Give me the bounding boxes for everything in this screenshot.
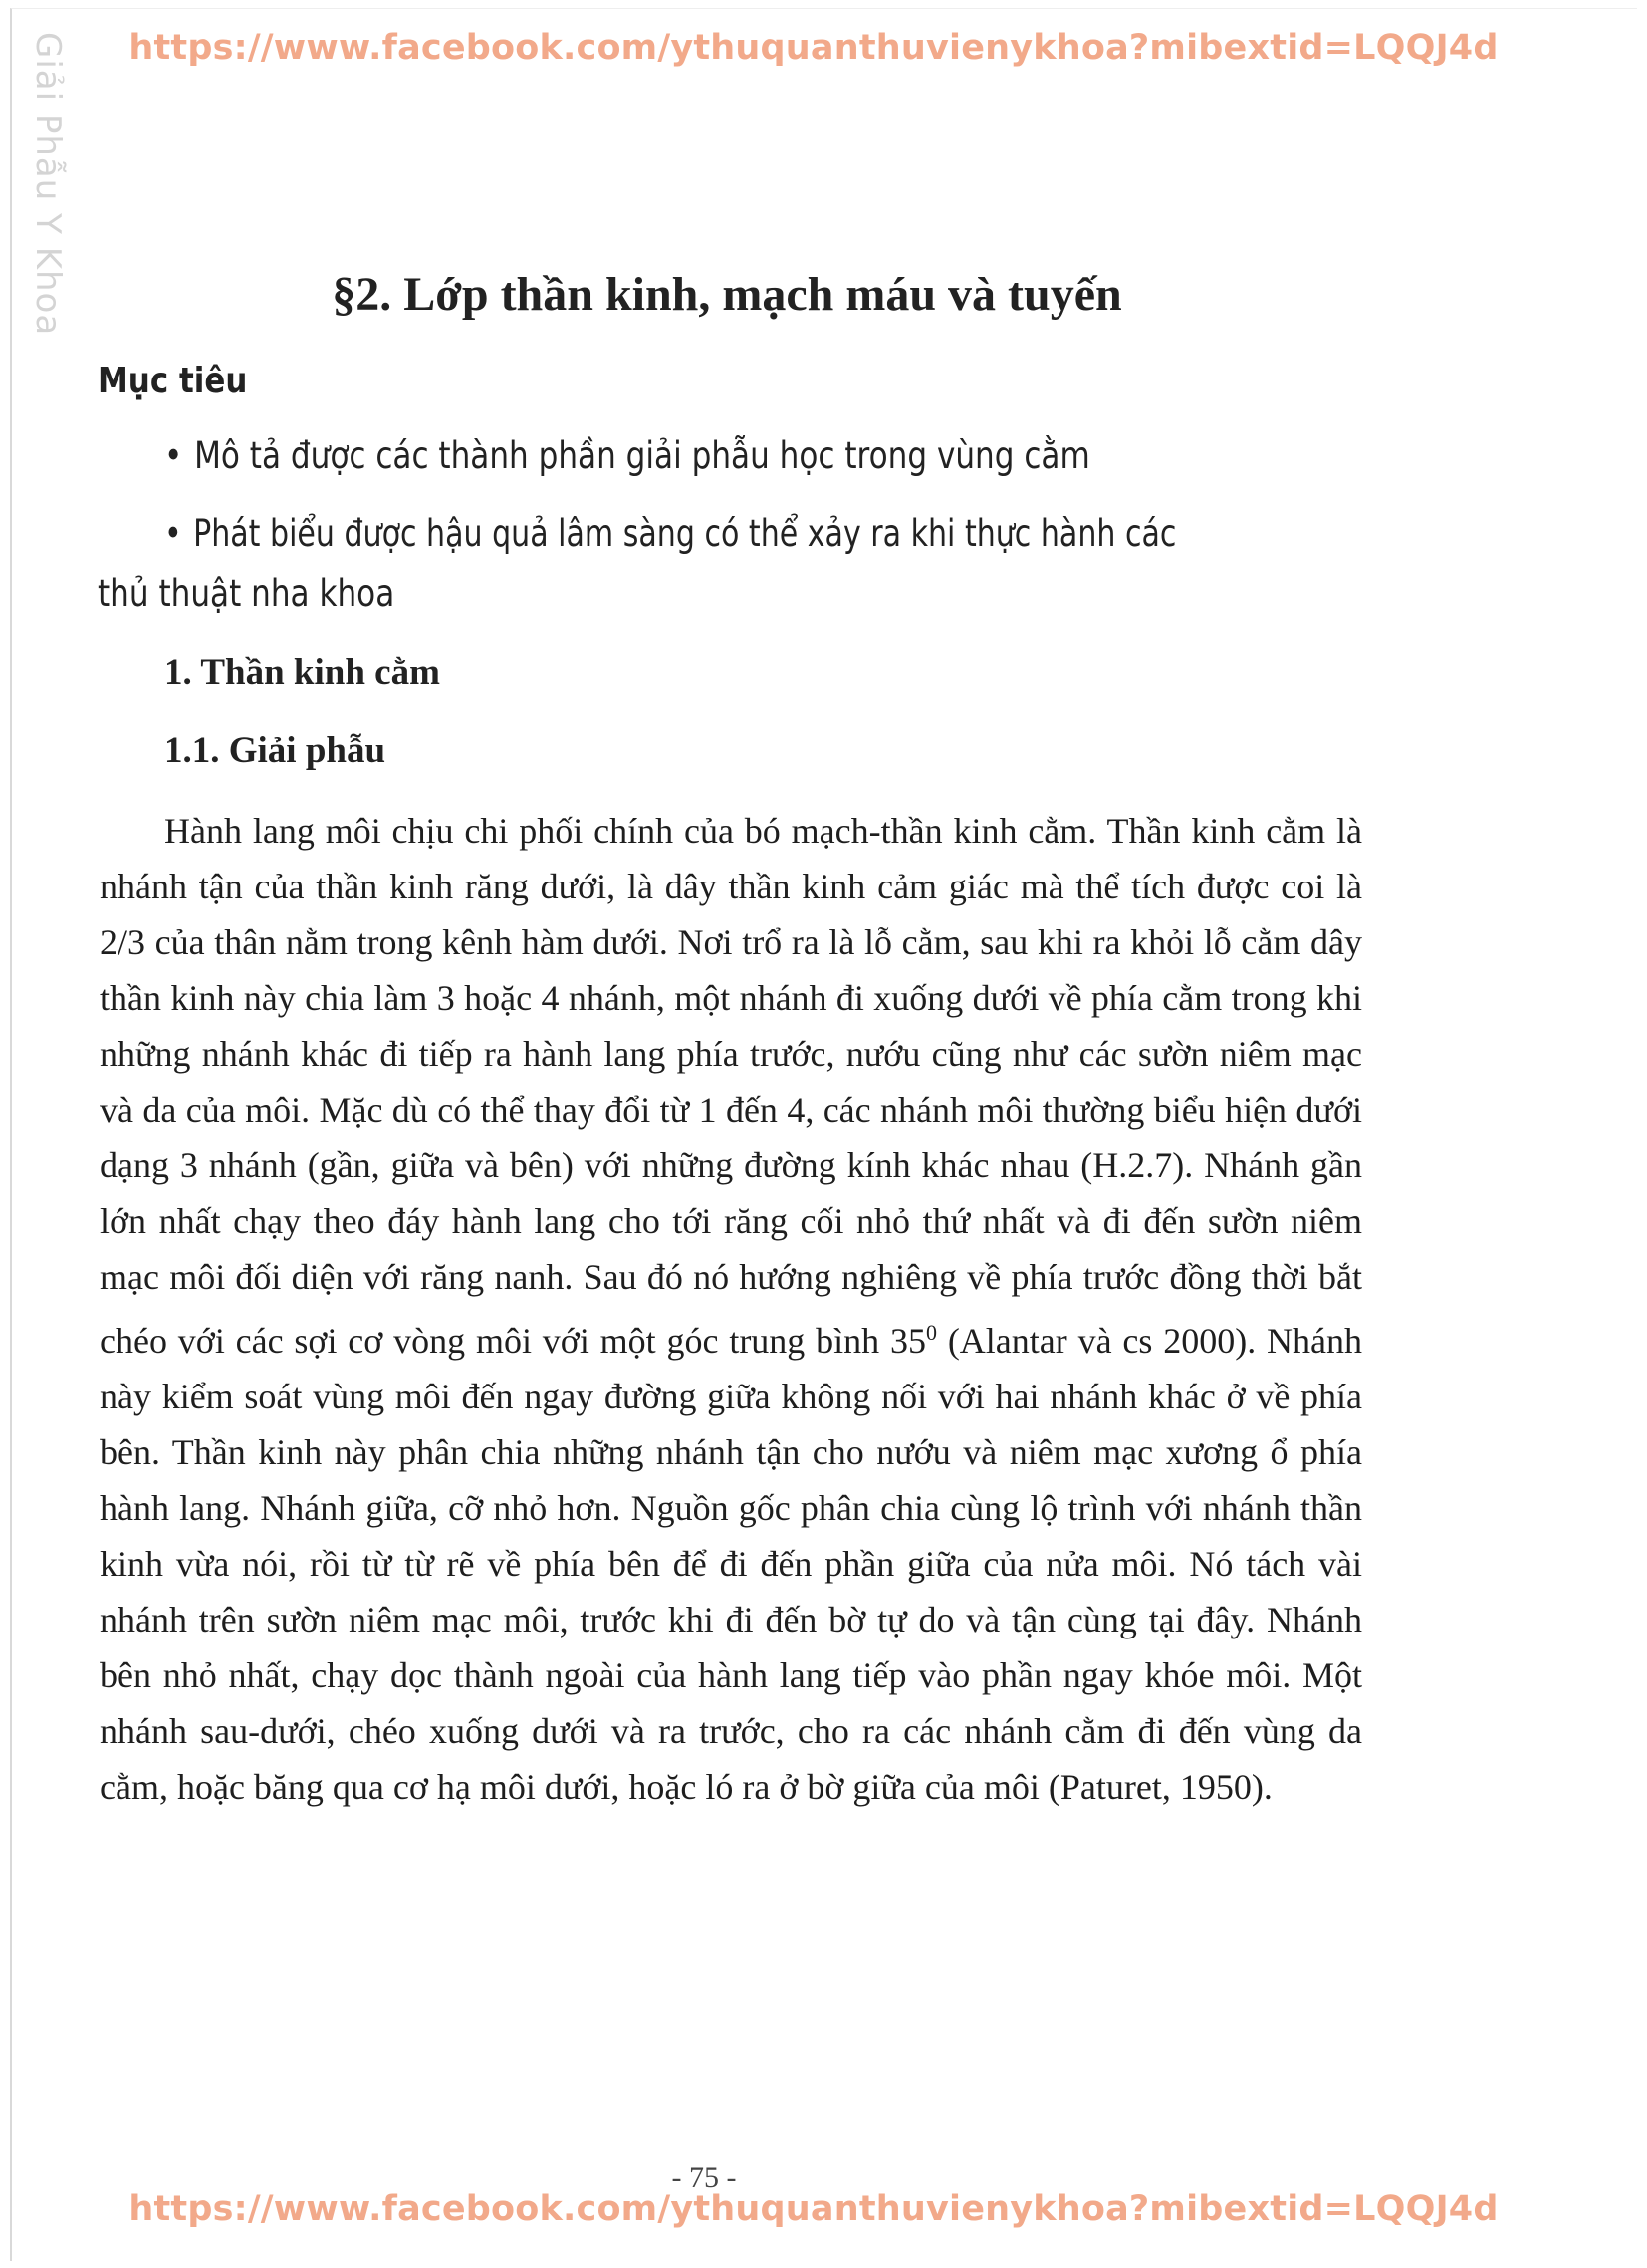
watermark-url-top[interactable]: https://www.facebook.com/ythuquanthuvienykhoa?mibextid=LQQJ4d bbox=[128, 28, 1499, 68]
objective-text-2-line-2: thủ thuật nha khoa bbox=[98, 572, 395, 615]
side-watermark: Giải Phẫu Y Khoa bbox=[28, 32, 68, 337]
watermark-url-bottom[interactable]: https://www.facebook.com/ythuquanthuvienykhoa?mibextid=LQQJ4d bbox=[128, 2189, 1499, 2229]
bullet-icon: • bbox=[164, 512, 182, 555]
body-paragraph-part-1: Hành lang môi chịu chi phối chính của bó mạch-thần kinh cằm. Thần kinh cằm là nhánh tận của thần kinh răng dưới, là dây thần kinh cảm giác mà thể tích được coi là 2/3 của thân nằm trong kênh hàm dưới. Nơi trổ ra là lỗ cằm, sau khi ra khỏi lỗ cằm dây thần kinh này chia làm 3 hoặc 4 nhánh, một nhánh đi xuống dưới về phía cằm trong khi những nhánh khác đi tiếp ra hành lang phía trước, nướu cũng như các sườn niêm mạc và da của môi. Mặc dù có thể thay đổi từ 1 đến 4, các nhánh môi thường biểu hiện dưới dạng 3 nhánh (gần, giữa và bên) với những đường kính khác nhau (H.2.7). Nhánh gần lớn nhất chạy theo đáy hành lang cho tới răng cối nhỏ thứ nhất và đi đến sườn niêm mạc môi đối diện với răng nanh. Sau đó nó hướng nghiêng về phía trước đồng thời bắt chéo với các sợi cơ vòng môi với một góc trung bình 35 bbox=[100, 811, 1362, 1361]
bullet-icon: • bbox=[164, 434, 183, 477]
objective-text-1: Mô tả được các thành phần giải phẫu học trong vùng cằm bbox=[194, 434, 1090, 477]
section-heading-1: 1. Thần kinh cằm bbox=[164, 652, 440, 693]
page-number: - 75 - bbox=[671, 2161, 737, 2194]
objective-text-2-line-1: Phát biểu được hậu quả lâm sàng có thể xảy ra khi thực hành các bbox=[193, 512, 1177, 555]
objectives-heading: Mục tiêu bbox=[98, 361, 248, 401]
objective-item-2 bbox=[164, 512, 1176, 555]
body-paragraph-part-2: (Alantar và cs 2000). Nhánh này kiểm soát vùng môi đến ngay đường giữa không nối với hai nhánh khác ở về phía bên. Thần kinh này phân chia những nhánh tận cho nướu và niêm mạc xương ổ phía hành lang. Nhánh giữa, cỡ nhỏ hơn. Nguồn gốc phân chia cùng lộ trình với nhánh thần kinh vừa nói, rồi từ từ rẽ về phía bên để đi đến phần giữa của nửa môi. Nó tách vài nhánh trên sườn niêm mạc môi, trước khi đi đến bờ tự do và tận cùng tại đây. Nhánh bên nhỏ nhất, chạy dọc thành ngoài của hành lang tiếp vào phần ngay khóe môi. Một nhánh sau-dưới, chéo xuống dưới và ra trước, cho ra các nhánh cằm đi đến vùng da cằm, hoặc băng qua cơ hạ môi dưới, hoặc ló ra ở bờ giữa của môi (Paturet, 1950). bbox=[100, 1321, 1363, 1807]
page-title: §2. Lớp thần kinh, mạch máu và tuyến bbox=[332, 268, 1122, 321]
section-heading-1-1: 1.1. Giải phẫu bbox=[164, 730, 386, 771]
objective-item-1 bbox=[164, 434, 1090, 477]
body-paragraph bbox=[100, 803, 1362, 1815]
degree-superscript: 0 bbox=[925, 1320, 937, 1345]
